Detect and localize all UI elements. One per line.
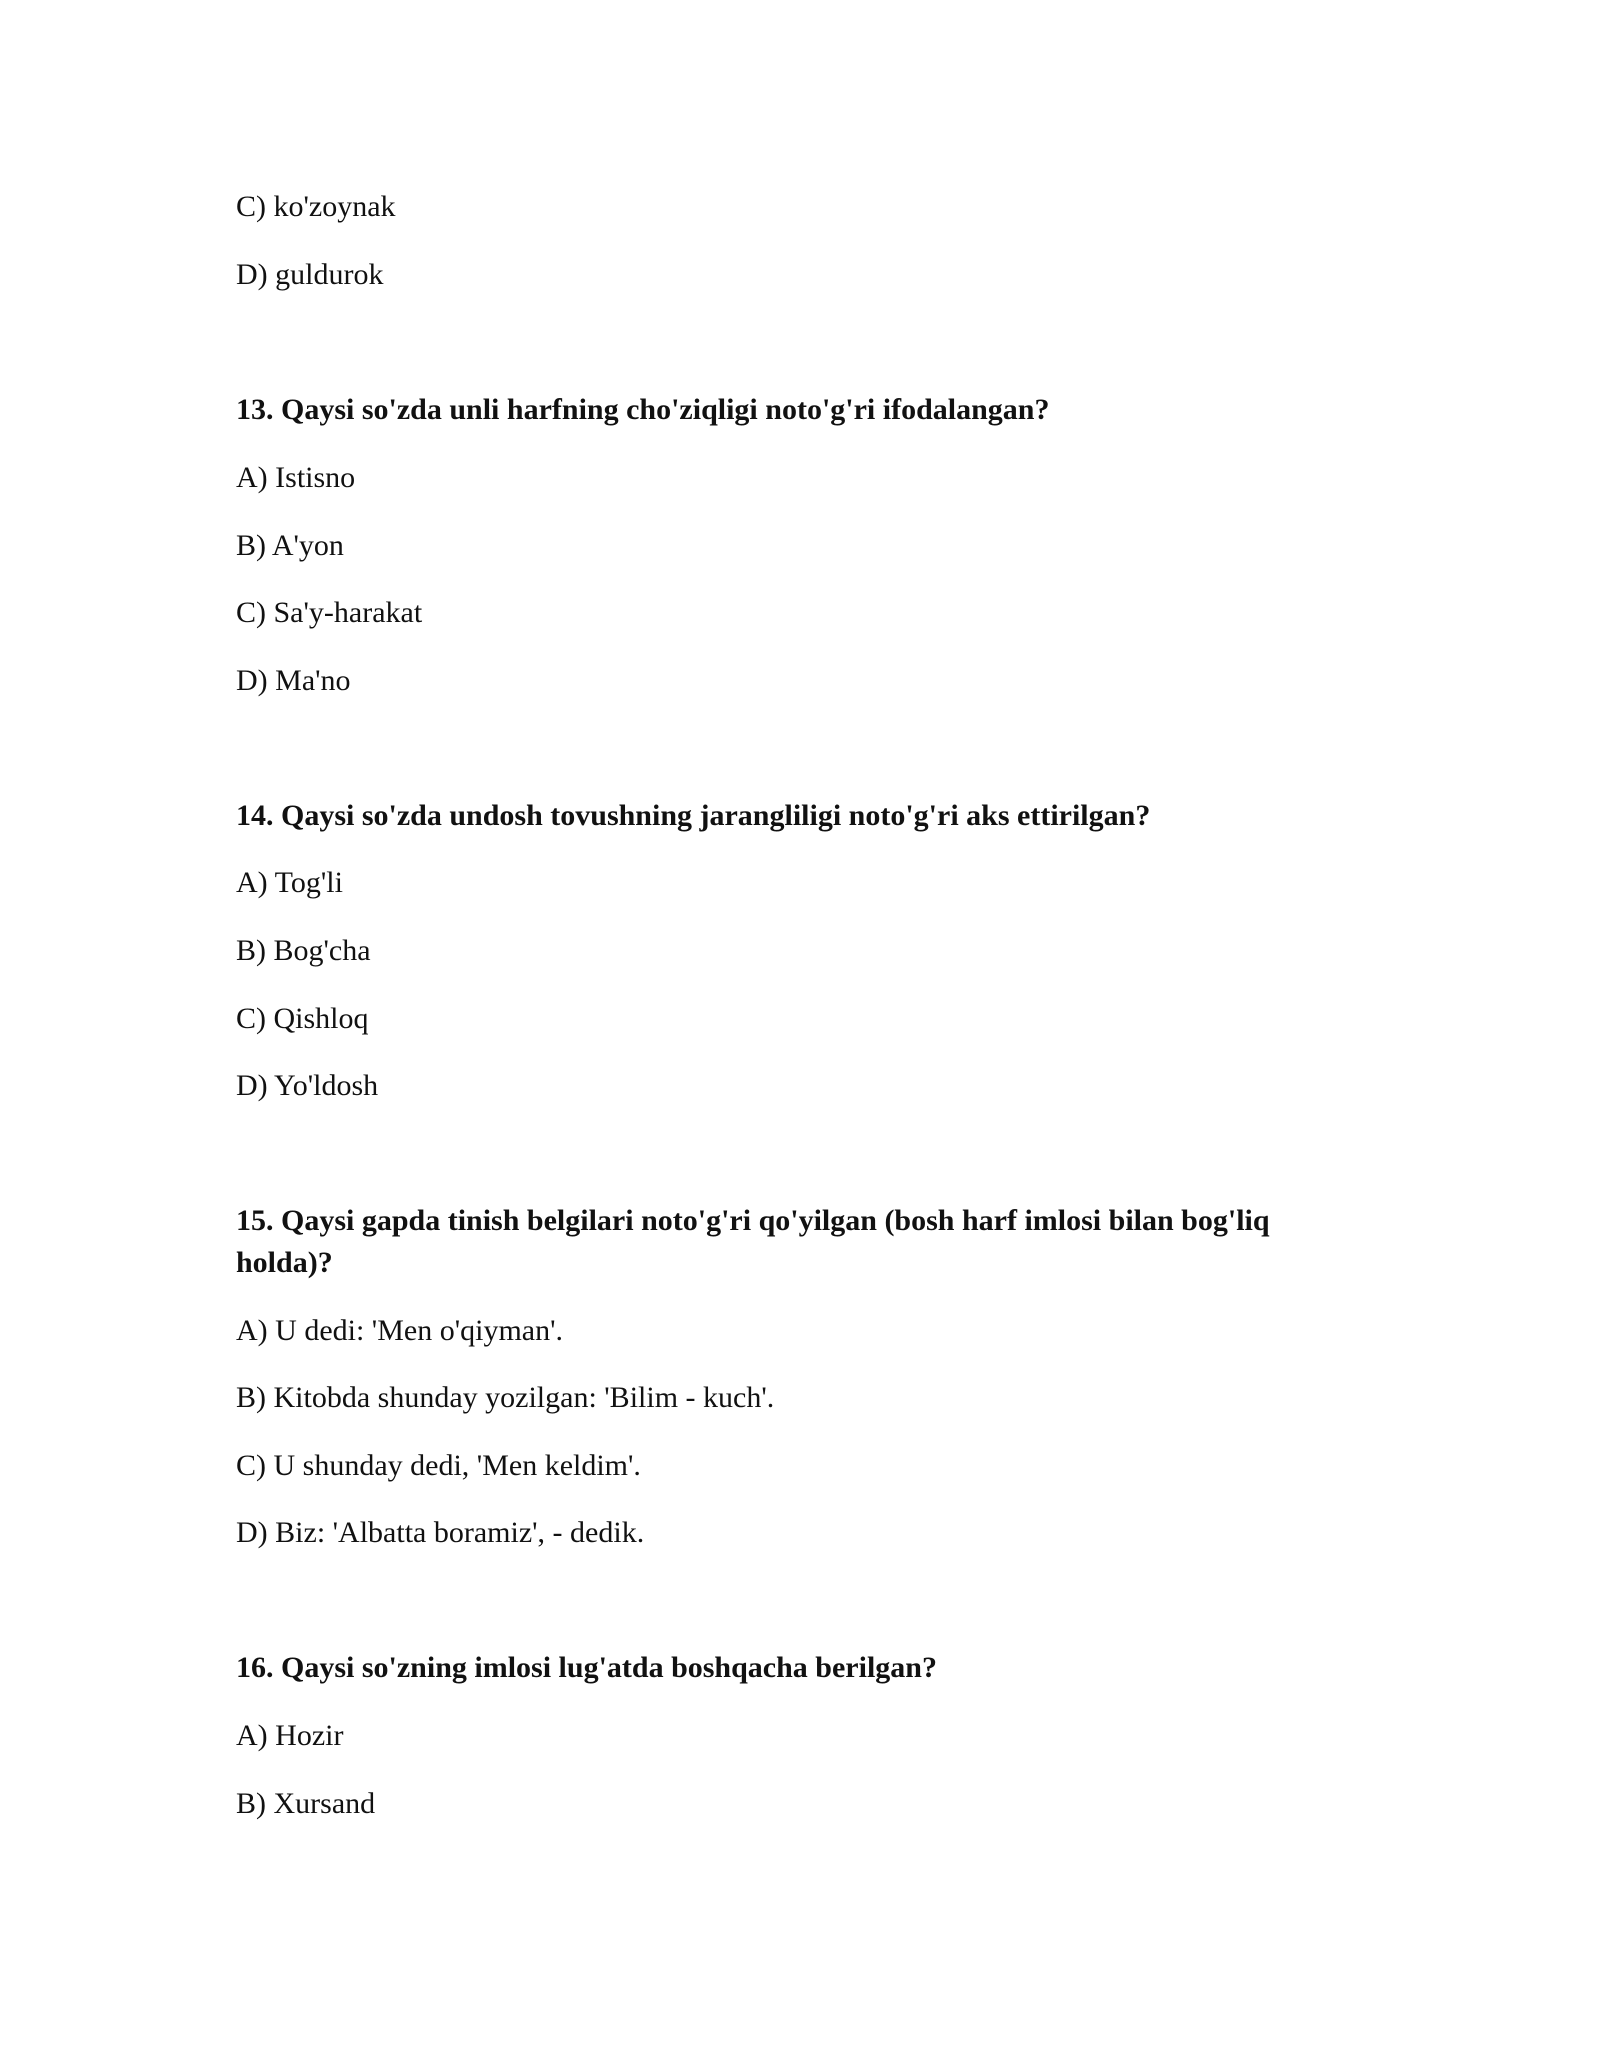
q13-option-b: B) A'yon xyxy=(236,529,344,562)
question-13: 13. Qaysi so'zda unli harfning cho'ziqligi noto'g'ri ifodalangan? xyxy=(236,393,1050,426)
q13-option-a: A) Istisno xyxy=(236,461,356,494)
q15-option-b: B) Kitobda shunday yozilgan: 'Bilim - kuch'. xyxy=(236,1381,775,1414)
option-d-prev: D) guldurok xyxy=(236,258,384,291)
q15-option-a: A) U dedi: 'Men o'qiyman'. xyxy=(236,1314,563,1347)
q14-option-b: B) Bog'cha xyxy=(236,934,371,967)
q14-option-a: A) Tog'li xyxy=(236,866,343,899)
document-page xyxy=(236,0,1366,2070)
q13-option-d: D) Ma'no xyxy=(236,664,351,697)
q15-option-d: D) Biz: 'Albatta boramiz', - dedik. xyxy=(236,1516,645,1549)
q16-option-a: A) Hozir xyxy=(236,1719,344,1752)
question-15: 15. Qaysi gapda tinish belgilari noto'g'ri qo'yilgan (bosh harf imlosi bilan bog'liq holda)? xyxy=(236,1204,1270,1279)
question-16: 16. Qaysi so'zning imlosi lug'atda boshqacha berilgan? xyxy=(236,1651,937,1684)
q13-option-c: C) Sa'y-harakat xyxy=(236,596,423,629)
q14-option-d: D) Yo'ldosh xyxy=(236,1069,379,1102)
q14-option-c: C) Qishloq xyxy=(236,1002,369,1035)
option-c-prev: C) ko'zoynak xyxy=(236,190,396,223)
q16-option-b: B) Xursand xyxy=(236,1787,376,1820)
q15-option-c: C) U shunday dedi, 'Men keldim'. xyxy=(236,1449,641,1482)
question-14: 14. Qaysi so'zda undosh tovushning jarangliligi noto'g'ri aks ettirilgan? xyxy=(236,799,1151,832)
